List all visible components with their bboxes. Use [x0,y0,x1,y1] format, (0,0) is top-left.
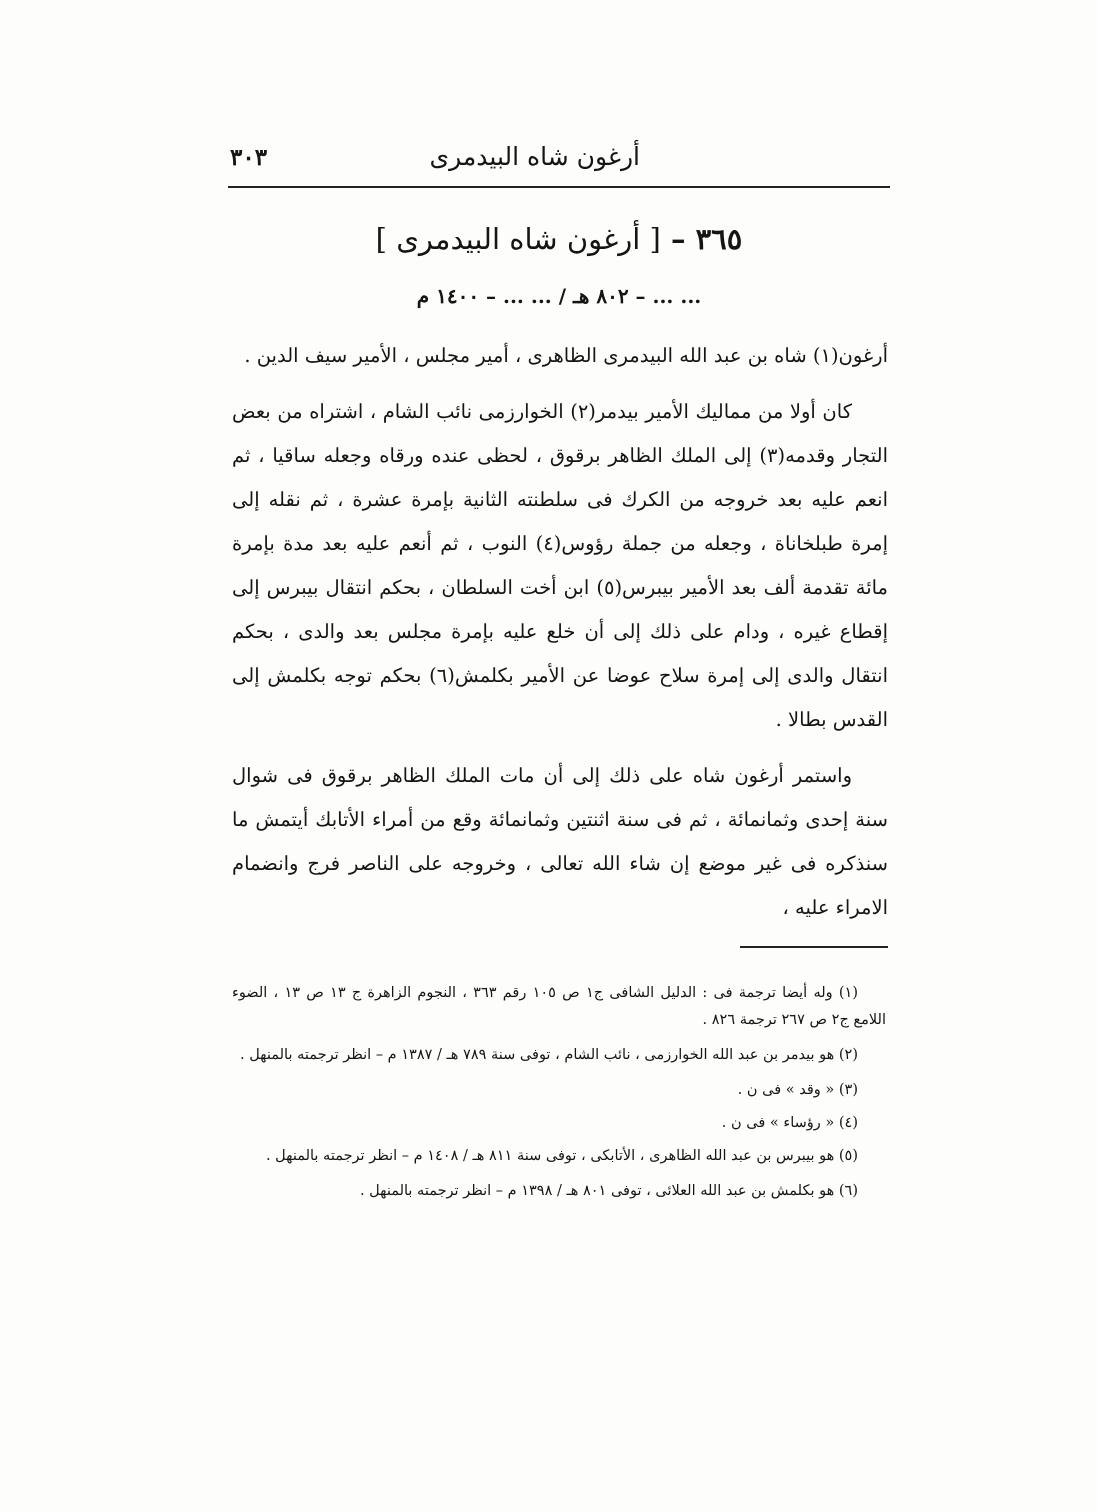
body-paragraph: أرغون(١) شاه بن عبد الله البيدمرى الظاهرى ، أمير مجلس ، الأمير سيف الدين . [244,344,888,367]
footnote-rule [740,946,888,948]
body-paragraph: واستمر أرغون شاه على ذلك إلى أن مات الملك الظاهر برقوق فى شوال سنة إحدى وثمانمائة ، ثم فى سنة اثنتين وثمانمائة وقع من أمراء الأتابك أيتمش ما سنذكره فى غير موضع إن شاء الله تعالى ، وخروجه على الناصر فرج وانضمام الامراء عليه ، [232,764,888,919]
footnote: (٣) « وقد » فى ن . [737,1082,858,1098]
body-text [232,334,888,930]
running-title: أرغون شاه البيدمرى [429,142,640,171]
entry-dates: ... ... – ٨٠٢ هـ / ... ... – ١٤٠٠ م [416,284,702,308]
body-paragraph: كان أولا من مماليك الأمير بيدمر(٢) الخوارزمى نائب الشام ، اشتراه من بعض التجار وقدمه(٣) إلى الملك الظاهر برقوق ، لحظى عنده ورقاه وجعله ساقيا ، ثم انعم عليه بعد خروجه من الكرك فى سلطنته الثانية بإمرة عشرة ، ثم نقله إلى إمرة طبلخاناة ، وجعله من جملة رؤوس(٤) النوب ، ثم أنعم عليه بعد مدة بإمرة مائة تقدمة ألف بعد الأمير بيبرس(٥) ابن أخت السلطان ، بحكم انتقال بيبرس إلى إقطاع غيره ، ودام على ذلك إلى أن خلع عليه بإمرة مجلس بعد والدى ، بحكم انتقال والدى إلى إمرة سلاح عوضا عن الأمير بكلمش(٦) بحكم توجه بكلمش إلى القدس بطالا . [232,400,889,731]
footnote: (٤) « رؤساء » فى ن . [721,1115,858,1131]
footnotes [232,980,886,1213]
entry-heading [228,222,890,256]
footnote: (٥) هو بيبرس بن عبد الله الظاهرى ، الأتابكى ، توفى سنة ٨١١ هـ / ١٤٠٨ م – انظر ترجمته بالمنهل . [265,1148,858,1164]
page-number: ٣٠٣ [230,144,268,171]
footnote: (٢) هو بيدمر بن عبد الله الخوارزمى ، نائب الشام ، توفى سنة ٧٨٩ هـ / ١٣٨٧ م – انظر ترجمته بالمنهل . [239,1047,858,1063]
footnote: (١) وله أيضا ترجمة فى : الدليل الشافى ج١ ص ١٠٥ رقم ٣٦٣ ، النجوم الزاهرة ج ١٣ ص ١٣ ، الضوء اللامع ج٢ ص ٢٦٧ ترجمة ٨٢٦ . [232,985,886,1028]
header-rule [228,186,890,188]
footnote: (٦) هو بكلمش بن عبد الله العلائى ، توفى ٨٠١ هـ / ١٣٩٨ م – انظر ترجمته بالمنهل . [359,1183,858,1199]
page-header [228,138,890,184]
entry-title: [ أرغون شاه البيدمرى ] [375,222,661,256]
entry-dash: – [670,222,686,256]
entry-number: ٣٦٥ [695,222,743,256]
